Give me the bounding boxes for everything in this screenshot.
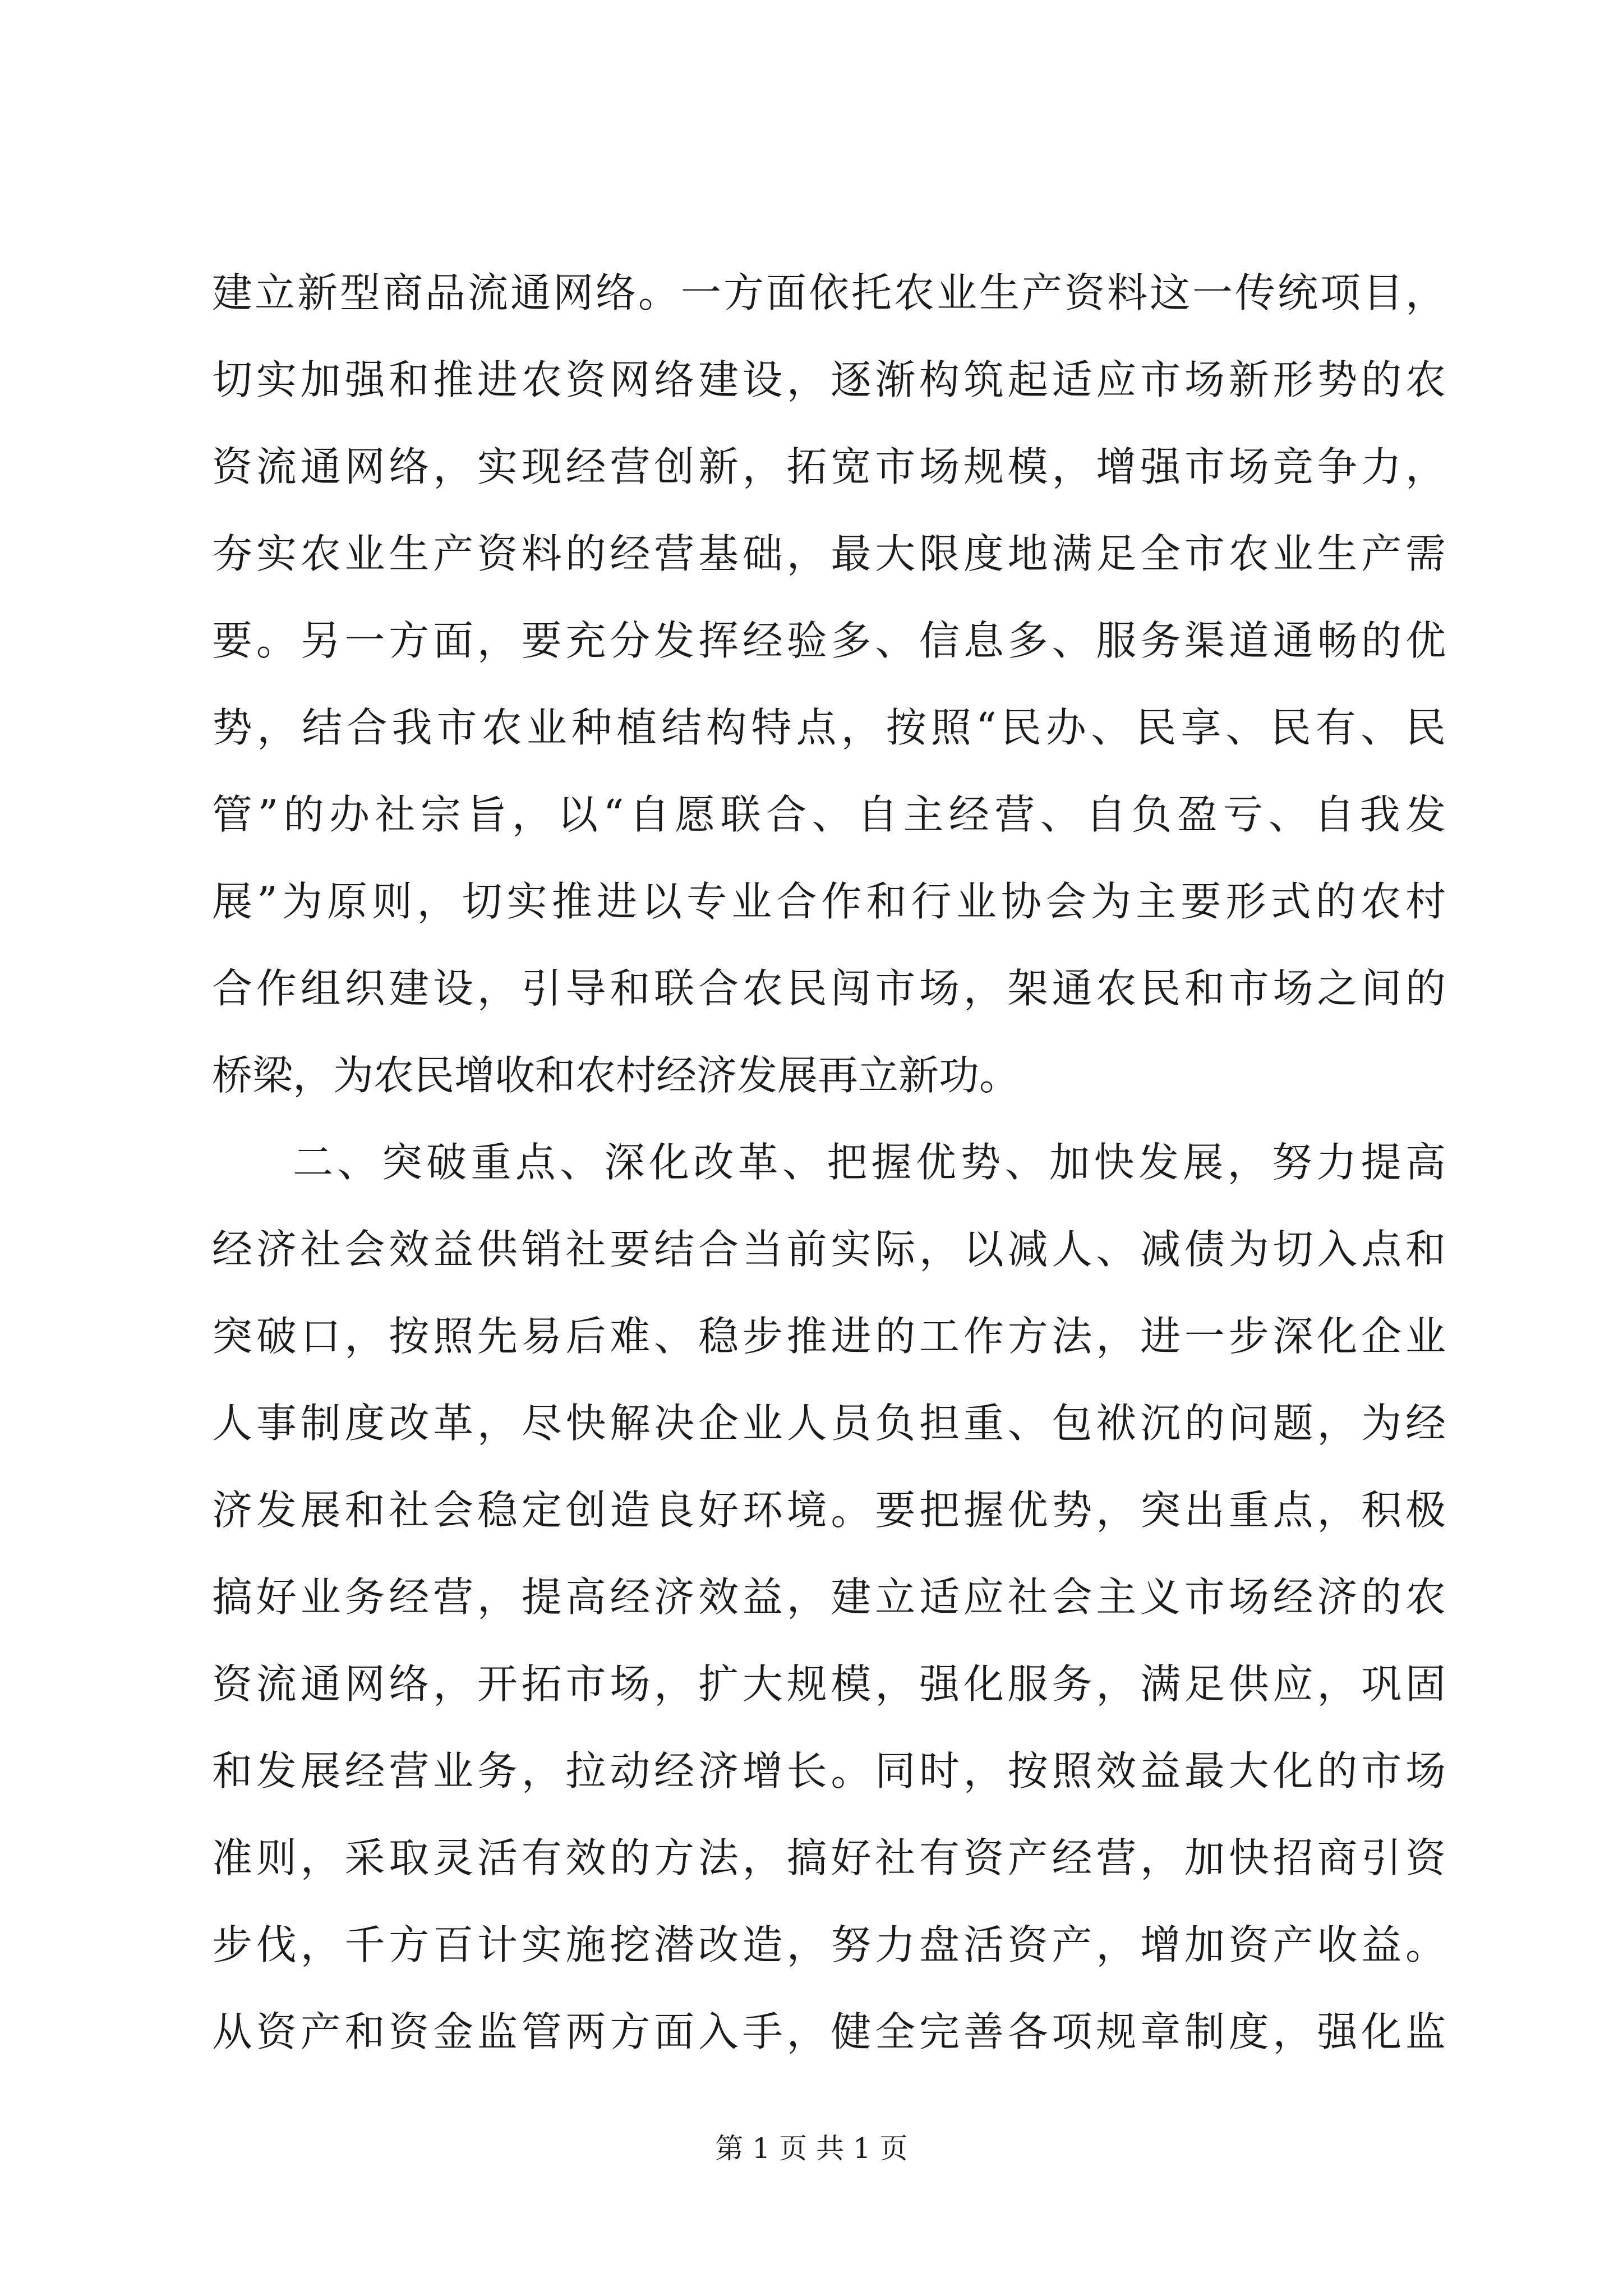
text-line: 和发展经营业务，拉动经济增长。同时，按照效益最大化的市场 — [212, 1747, 1446, 1795]
document-body — [212, 250, 1446, 2076]
text-line: 人事制度改革，尽快解决企业人员负担重、包袱沉的问题，为经 — [212, 1400, 1446, 1447]
text-line: 准则，采取灵活有效的方法，搞好社有资产经营，加快招商引资 — [212, 1834, 1446, 1881]
section-heading-line: 二、突破重点、深化改革、把握优势、加快发展，努力提高 — [293, 1139, 1446, 1186]
text-line: 从资产和资金监管两方面入手，健全完善各项规章制度，强化监 — [212, 2008, 1446, 2055]
text-line: 要。另一方面，要充分发挥经验多、信息多、服务渠道通畅的优 — [212, 617, 1446, 664]
text-line: 合作组织建设，引导和联合农民闯市场，架通农民和市场之间的 — [212, 965, 1446, 1012]
text-line: 资流通网络，实现经营创新，拓宽市场规模，增强市场竞争力， — [212, 443, 1446, 490]
text-line: 切实加强和推进农资网络建设，逐渐构筑起适应市场新形势的农 — [212, 356, 1446, 403]
text-line: 资流通网络，开拓市场，扩大规模，强化服务，满足供应，巩固 — [212, 1660, 1446, 1708]
text-line: 济发展和社会稳定创造良好环境。要把握优势，突出重点，积极 — [212, 1487, 1446, 1534]
text-line: 突破口，按照先易后难、稳步推进的工作方法，进一步深化企业 — [212, 1313, 1446, 1360]
text-line: 建立新型商品流通网络。一方面依托农业生产资料这一传统项目， — [212, 269, 1446, 316]
text-line: 夯实农业生产资料的经营基础，最大限度地满足全市农业生产需 — [212, 530, 1446, 577]
text-line: 桥梁，为农民增收和农村经济发展再立新功。 — [212, 1052, 1020, 1099]
text-line: 搞好业务经营，提高经济效益，建立适应社会主义市场经济的农 — [212, 1573, 1446, 1621]
text-line: 管”的办社宗旨，以“自愿联合、自主经营、自负盈亏、自我发 — [212, 791, 1446, 838]
text-line: 势，结合我市农业种植结构特点，按照“民办、民享、民有、民 — [212, 704, 1446, 751]
text-line: 步伐，千方百计实施挖潜改造，努力盘活资产，增加资产收益。 — [212, 1921, 1446, 1968]
text-line: 展”为原则，切实推进以专业合作和行业协会为主要形式的农村 — [212, 878, 1446, 925]
text-line: 经济社会效益供销社要结合当前实际，以减人、减债为切入点和 — [212, 1226, 1446, 1273]
page-number-label: 第 1 页 共 1 页 — [715, 2132, 908, 2165]
page-footer — [0, 2132, 1623, 2165]
